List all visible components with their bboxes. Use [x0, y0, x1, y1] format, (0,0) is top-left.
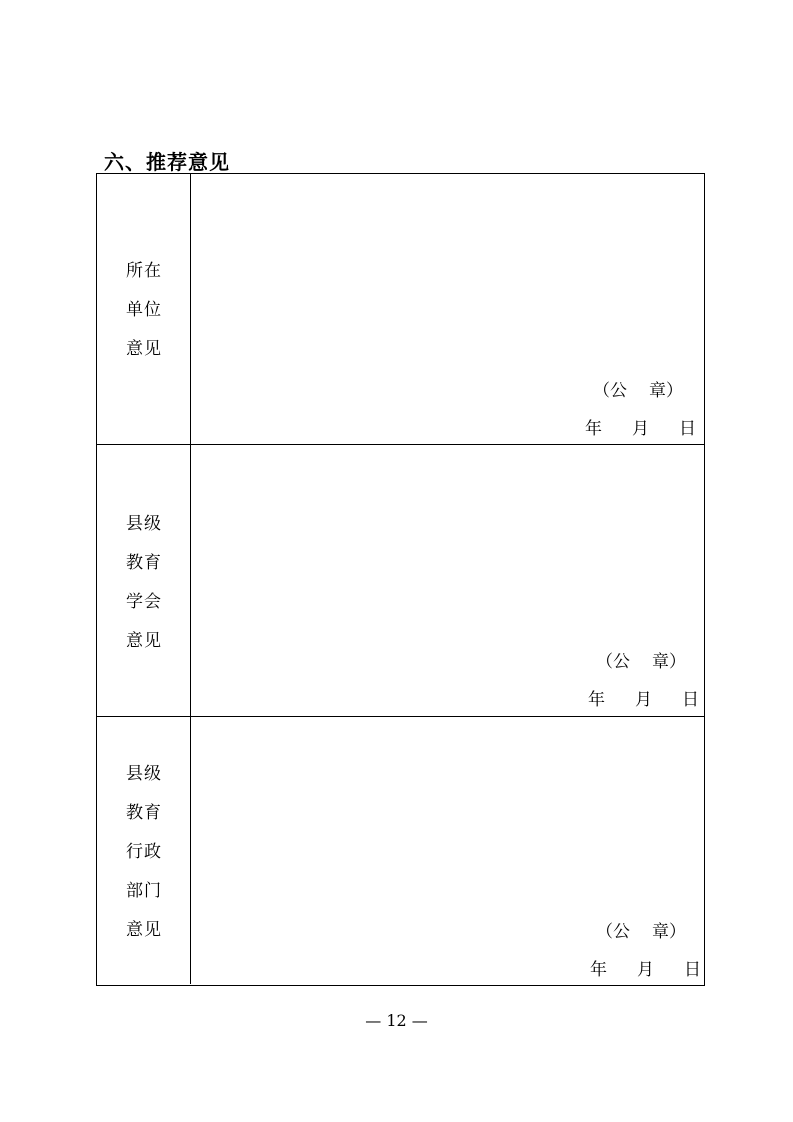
- seal-close-text: 章）: [649, 381, 683, 401]
- row-label-line: 单位: [126, 300, 162, 320]
- row-label-line: 部门: [126, 881, 162, 901]
- date-year-label: 年: [588, 690, 605, 710]
- opinion-content-area[interactable]: [191, 445, 704, 716]
- date-year-label: 年: [585, 419, 602, 439]
- seal-open-text: （公: [596, 652, 630, 672]
- row-label-line: 县级: [126, 514, 162, 534]
- seal-close-text: 章）: [652, 652, 686, 672]
- opinion-content-area[interactable]: [191, 717, 704, 984]
- row-county-education-society-opinion: [97, 444, 704, 716]
- row-label-line: 教育: [126, 803, 162, 823]
- row-label-cell: [97, 445, 191, 716]
- official-seal-label: [596, 917, 686, 942]
- date-day-label: 日: [684, 960, 701, 980]
- date-line: [590, 955, 701, 980]
- row-county-education-admin-opinion: [97, 716, 704, 984]
- date-year-label: 年: [590, 960, 607, 980]
- seal-close-text: 章）: [652, 922, 686, 942]
- date-day-label: 日: [679, 419, 696, 439]
- section-title: 六、推荐意见: [104, 150, 230, 174]
- seal-open-text: （公: [593, 381, 627, 401]
- row-label-line: 教育: [126, 553, 162, 573]
- official-seal-label: [593, 376, 683, 401]
- date-month-label: 月: [632, 419, 649, 439]
- official-seal-label: [596, 647, 686, 672]
- row-label-line: 行政: [126, 842, 162, 862]
- date-line: [585, 414, 696, 439]
- date-line: [588, 685, 699, 710]
- row-label-line: 县级: [126, 764, 162, 784]
- row-label-cell: [97, 174, 191, 444]
- date-day-label: 日: [682, 690, 699, 710]
- date-month-label: 月: [637, 960, 654, 980]
- row-label-cell: [97, 717, 191, 984]
- row-label-line: 学会: [126, 592, 162, 612]
- recommendation-table: [96, 173, 705, 986]
- seal-open-text: （公: [596, 922, 630, 942]
- opinion-content-area[interactable]: [191, 174, 704, 444]
- row-label-line: 意见: [126, 920, 162, 940]
- row-label-line: 意见: [126, 631, 162, 651]
- row-label-line: 意见: [126, 339, 162, 359]
- row-unit-opinion: [97, 174, 704, 444]
- row-label-line: 所在: [126, 261, 162, 281]
- page-number: — 12 —: [365, 1011, 428, 1030]
- date-month-label: 月: [635, 690, 652, 710]
